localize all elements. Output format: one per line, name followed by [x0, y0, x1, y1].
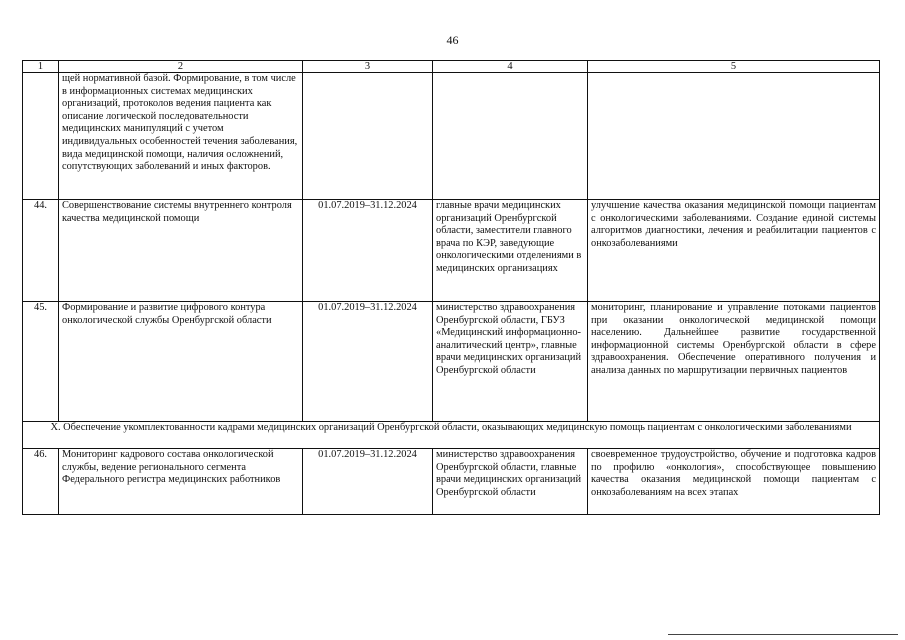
responsible-text: министерство здравоохранения Оренбургской области, ГБУЗ «Медицинский информационно-аналитический центр», главные врачи медицинских организаций Оренбургской области [433, 302, 588, 422]
section-row [23, 422, 880, 449]
result-text: своевременное трудоустройство, обучение и подготовка кадров по профилю «онкология», способствующее повышению качества оказания медицинской помощи пациентам с онкозаболеваниям на всех этапах [588, 449, 880, 515]
header-cell: 4 [433, 61, 588, 73]
table-row [23, 200, 880, 302]
section-heading: X. Обеспечение укомплектованности кадрами медицинских организаций Оренбургской области, оказывающих медицинскую помощь пациентам с онкологическими заболеваниями [23, 422, 880, 449]
measure-text: щей нормативной базой. Формирование, в том числе в информационных системах медицинских организаций, протоколов ведения пациента как описание логической последовательности медицинских манипуляций с учетом индивидуальных особенностей течения заболевания, вида медицинской помощи, наличия осложнений, сопутствующих заболеваний и иных факторов. [59, 73, 303, 200]
result-text: улучшение качества оказания медицинской помощи пациентам с онкологическими заболеваниями. Создание единой системы алгоритмов диагностики, лечения и реабилитации пациентов с онкозаболеваниями [588, 200, 880, 302]
result-text [588, 73, 880, 200]
row-number: 45. [23, 302, 59, 422]
period-text: 01.07.2019–31.12.2024 [303, 302, 433, 422]
page-number: 46 [446, 33, 459, 47]
measure-text: Мониторинг кадрового состава онкологической службы, ведение регионального сегмента Федерального регистра медицинских работников [59, 449, 303, 515]
measure-text: Совершенствование системы внутреннего контроля качества медицинской помощи [59, 200, 303, 302]
page-bottom-rule [668, 634, 898, 635]
row-number: 46. [23, 449, 59, 515]
period-text: 01.07.2019–31.12.2024 [303, 449, 433, 515]
header-cell: 3 [303, 61, 433, 73]
header-cell: 5 [588, 61, 880, 73]
period-text: 01.07.2019–31.12.2024 [303, 200, 433, 302]
responsible-text: главные врачи медицинских организаций Оренбургской области, заместители главного врача по КЭР, заведующие онкологическими отделениями в медицинских организациях [433, 200, 588, 302]
row-number [23, 73, 59, 200]
table-header-row [23, 61, 880, 73]
period-text [303, 73, 433, 200]
header-cell: 2 [59, 61, 303, 73]
header-cell: 1 [23, 61, 59, 73]
responsible-text [433, 73, 588, 200]
measure-text: Формирование и развитие цифрового контура онкологической службы Оренбургской области [59, 302, 303, 422]
row-number: 44. [23, 200, 59, 302]
result-text: мониторинг, планирование и управление потоками пациентов при оказании онкологической медицинской помощи населению. Дальнейшее развитие государственной информационной системы Оренбургской области в сфере здравоохранения. Обеспечение оперативного получения и анализа данных по маршрутизации первичных пациентов [588, 302, 880, 422]
table-row [23, 302, 880, 422]
table-row [23, 73, 880, 200]
responsible-text: министерство здравоохранения Оренбургской области, главные врачи медицинских организаций Оренбургской области [433, 449, 588, 515]
table-row [23, 449, 880, 515]
measures-table [22, 60, 880, 515]
